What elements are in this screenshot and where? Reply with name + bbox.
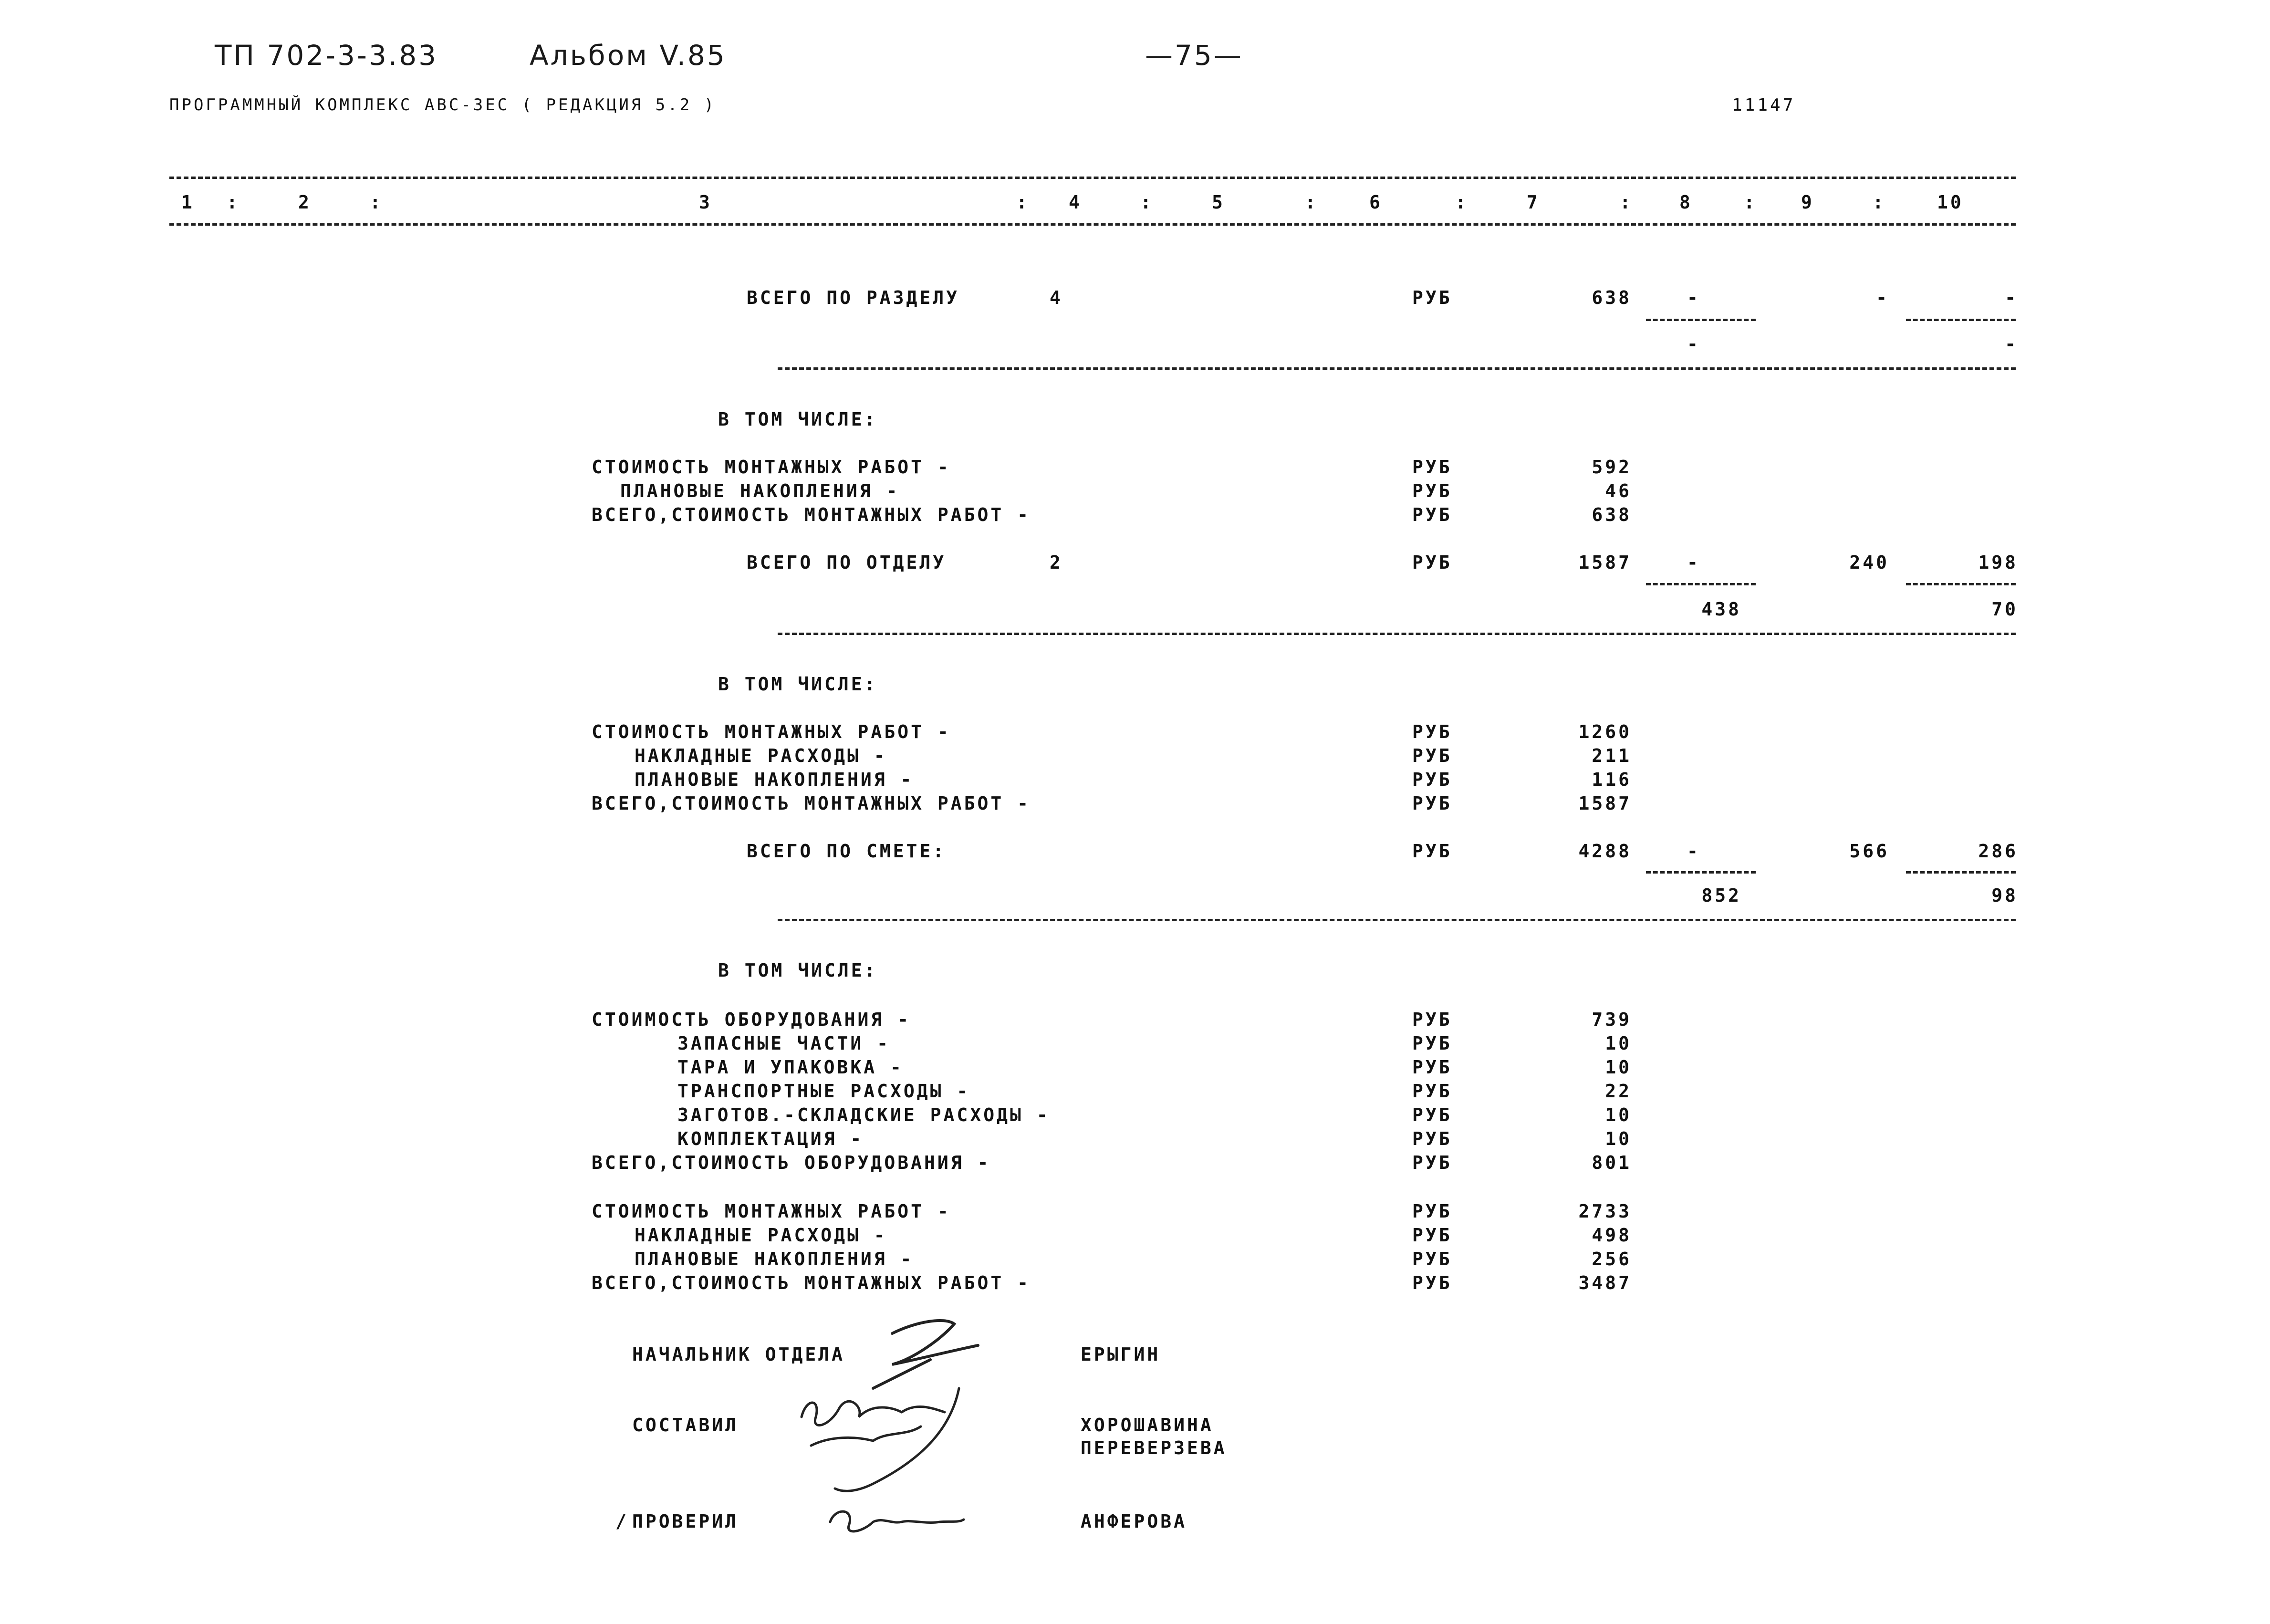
section-total-unit: РУБ bbox=[1412, 287, 1452, 308]
row-value: 116 bbox=[1592, 769, 1632, 790]
signature-role-head: НАЧАЛЬНИК ОТДЕЛА bbox=[632, 1344, 845, 1365]
section-col9: - bbox=[1876, 287, 1889, 308]
section-col8-bottom: - bbox=[1687, 333, 1700, 354]
section-number: 4 bbox=[1050, 287, 1063, 308]
row-unit: РУБ bbox=[1412, 745, 1452, 766]
estimate-col10-rule bbox=[1906, 871, 2016, 874]
header-rule-bottom bbox=[169, 223, 2016, 226]
row-value: 256 bbox=[1592, 1249, 1632, 1270]
department-total-label: ВСЕГО ПО ОТДЕЛУ bbox=[747, 552, 947, 573]
row-label: ПЛАНОВЫЕ НАКОПЛЕНИЯ - bbox=[635, 769, 914, 790]
department-col10-rule bbox=[1906, 583, 2016, 585]
column-separator: : bbox=[1140, 192, 1154, 213]
row-label: НАКЛАДНЫЕ РАСХОДЫ - bbox=[635, 745, 887, 766]
row-label: ТАРА И УПАКОВКА - bbox=[677, 1057, 904, 1078]
row-value: 10 bbox=[1605, 1057, 1632, 1078]
department-incl-label: В ТОМ ЧИСЛЕ: bbox=[718, 674, 878, 695]
section-col10-rule bbox=[1906, 319, 2016, 321]
row-label: СТОИМОСТЬ МОНТАЖНЫХ РАБОТ - bbox=[592, 1201, 951, 1222]
row-label: СТОИМОСТЬ МОНТАЖНЫХ РАБОТ - bbox=[592, 721, 951, 742]
doc-code: ТП 702-3-3.83 bbox=[215, 39, 438, 72]
column-separator: : bbox=[1455, 192, 1468, 213]
row-unit: РУБ bbox=[1412, 504, 1452, 525]
column-header: 5 bbox=[1212, 192, 1225, 213]
column-header: 1 bbox=[181, 192, 195, 213]
row-label: ТРАНСПОРТНЫЕ РАСХОДЫ - bbox=[677, 1081, 970, 1102]
estimate-total-unit: РУБ bbox=[1412, 841, 1452, 862]
department-total-value: 1587 bbox=[1578, 552, 1632, 573]
handwritten-signature-compiled bbox=[787, 1379, 988, 1498]
signature-name-compiled-2: ПЕРЕВЕРЗЕВА bbox=[1081, 1437, 1227, 1458]
department-col8-bottom: 438 bbox=[1701, 599, 1741, 620]
section-col10-bottom: - bbox=[2005, 333, 2018, 354]
row-unit: РУБ bbox=[1412, 1128, 1452, 1149]
row-unit: РУБ bbox=[1412, 793, 1452, 814]
column-separator: : bbox=[227, 192, 240, 213]
header-rule-top bbox=[169, 177, 2016, 179]
column-header: 3 bbox=[699, 192, 712, 213]
department-col8-rule bbox=[1646, 583, 1756, 585]
row-unit: РУБ bbox=[1412, 769, 1452, 790]
document-number: 11147 bbox=[1732, 95, 1796, 115]
department-col10-top: 198 bbox=[1978, 552, 2018, 573]
row-unit: РУБ bbox=[1412, 1152, 1452, 1173]
row-value: 10 bbox=[1605, 1104, 1632, 1125]
column-header: 4 bbox=[1069, 192, 1082, 213]
row-value: 801 bbox=[1592, 1152, 1632, 1173]
row-value: 22 bbox=[1605, 1081, 1632, 1102]
row-unit: РУБ bbox=[1412, 1201, 1452, 1222]
row-value: 1587 bbox=[1578, 793, 1632, 814]
row-unit: РУБ bbox=[1412, 1081, 1452, 1102]
row-label: СТОИМОСТЬ МОНТАЖНЫХ РАБОТ - bbox=[592, 457, 951, 478]
section-total-label: ВСЕГО ПО РАЗДЕЛУ bbox=[747, 287, 960, 308]
section-rule bbox=[778, 367, 2016, 370]
row-label: ВСЕГО,СТОИМОСТЬ МОНТАЖНЫХ РАБОТ - bbox=[592, 1272, 1031, 1293]
row-unit: РУБ bbox=[1412, 1057, 1452, 1078]
column-header: 9 bbox=[1801, 192, 1814, 213]
row-unit: РУБ bbox=[1412, 721, 1452, 742]
signature-role-checked: ПРОВЕРИЛ bbox=[632, 1511, 739, 1532]
column-header: 8 bbox=[1679, 192, 1693, 213]
column-separator: : bbox=[370, 192, 383, 213]
signature-name-checked: АНФЕРОВА bbox=[1081, 1511, 1187, 1532]
section-col8-rule bbox=[1646, 319, 1756, 321]
page-number: —75— bbox=[1145, 39, 1243, 72]
row-label: ВСЕГО,СТОИМОСТЬ ОБОРУДОВАНИЯ - bbox=[592, 1152, 991, 1173]
estimate-col10-bottom: 98 bbox=[1991, 885, 2018, 906]
row-label: ВСЕГО,СТОИМОСТЬ МОНТАЖНЫХ РАБОТ - bbox=[592, 504, 1031, 525]
estimate-col8-top: - bbox=[1687, 841, 1700, 862]
estimate-col8-rule bbox=[1646, 871, 1756, 874]
row-unit: РУБ bbox=[1412, 457, 1452, 478]
estimate-rule bbox=[778, 919, 2016, 921]
row-value: 46 bbox=[1605, 480, 1632, 501]
column-separator: : bbox=[1873, 192, 1886, 213]
row-value: 1260 bbox=[1578, 721, 1632, 742]
section-total-value: 638 bbox=[1592, 287, 1632, 308]
section-incl-label: В ТОМ ЧИСЛЕ: bbox=[718, 409, 878, 430]
department-rule bbox=[778, 633, 2016, 635]
estimate-col9: 566 bbox=[1849, 841, 1889, 862]
handwritten-signature-checked bbox=[821, 1498, 973, 1541]
row-label: ЗАПАСНЫЕ ЧАСТИ - bbox=[677, 1033, 891, 1054]
row-unit: РУБ bbox=[1412, 1033, 1452, 1054]
column-header: 6 bbox=[1369, 192, 1383, 213]
estimate-total-label: ВСЕГО ПО СМЕТЕ: bbox=[747, 841, 947, 862]
row-value: 211 bbox=[1592, 745, 1632, 766]
row-unit: РУБ bbox=[1412, 1272, 1452, 1293]
row-label: СТОИМОСТЬ ОБОРУДОВАНИЯ - bbox=[592, 1009, 911, 1030]
column-header: 10 bbox=[1937, 192, 1964, 213]
row-value: 498 bbox=[1592, 1225, 1632, 1246]
estimate-col10-top: 286 bbox=[1978, 841, 2018, 862]
department-col9: 240 bbox=[1849, 552, 1889, 573]
row-label: ВСЕГО,СТОИМОСТЬ МОНТАЖНЫХ РАБОТ - bbox=[592, 793, 1031, 814]
row-value: 592 bbox=[1592, 457, 1632, 478]
row-label: КОМПЛЕКТАЦИЯ - bbox=[677, 1128, 864, 1149]
row-label: ЗАГОТОВ.-СКЛАДСКИЕ РАСХОДЫ - bbox=[677, 1104, 1050, 1125]
section-col10-top: - bbox=[2005, 287, 2018, 308]
signature-check-mark: / bbox=[615, 1511, 629, 1532]
column-header: 2 bbox=[298, 192, 312, 213]
row-unit: РУБ bbox=[1412, 1249, 1452, 1270]
row-unit: РУБ bbox=[1412, 1225, 1452, 1246]
row-value: 638 bbox=[1592, 504, 1632, 525]
column-header: 7 bbox=[1527, 192, 1540, 213]
signature-name-head: ЕРЫГИН bbox=[1081, 1344, 1161, 1365]
row-value: 2733 bbox=[1578, 1201, 1632, 1222]
row-unit: РУБ bbox=[1412, 1104, 1452, 1125]
column-separator: : bbox=[1744, 192, 1757, 213]
row-unit: РУБ bbox=[1412, 1009, 1452, 1030]
department-col8-top: - bbox=[1687, 552, 1700, 573]
row-label: ПЛАНОВЫЕ НАКОПЛЕНИЯ - bbox=[635, 1249, 914, 1270]
row-label: НАКЛАДНЫЕ РАСХОДЫ - bbox=[635, 1225, 887, 1246]
row-value: 3487 bbox=[1578, 1272, 1632, 1293]
department-total-unit: РУБ bbox=[1412, 552, 1452, 573]
column-separator: : bbox=[1620, 192, 1633, 213]
row-unit: РУБ bbox=[1412, 480, 1452, 501]
row-label: ПЛАНОВЫЕ НАКОПЛЕНИЯ - bbox=[620, 480, 900, 501]
row-value: 10 bbox=[1605, 1033, 1632, 1054]
estimate-incl-label: В ТОМ ЧИСЛЕ: bbox=[718, 960, 878, 981]
column-separator: : bbox=[1016, 192, 1030, 213]
signature-name-compiled-1: ХОРОШАВИНА bbox=[1081, 1415, 1214, 1436]
column-separator: : bbox=[1305, 192, 1318, 213]
section-col8-top: - bbox=[1687, 287, 1700, 308]
album-label: Альбом V.85 bbox=[530, 39, 727, 72]
program-name: ПРОГРАММНЫЙ КОМПЛЕКС АВС-3ЕС ( РЕДАКЦИЯ 5.2 ) bbox=[169, 95, 717, 115]
department-col10-bottom: 70 bbox=[1991, 599, 2018, 620]
department-number: 2 bbox=[1050, 552, 1063, 573]
signature-role-compiled: СОСТАВИЛ bbox=[632, 1415, 739, 1436]
row-value: 10 bbox=[1605, 1128, 1632, 1149]
estimate-col8-bottom: 852 bbox=[1701, 885, 1741, 906]
row-value: 739 bbox=[1592, 1009, 1632, 1030]
estimate-total-value: 4288 bbox=[1578, 841, 1632, 862]
